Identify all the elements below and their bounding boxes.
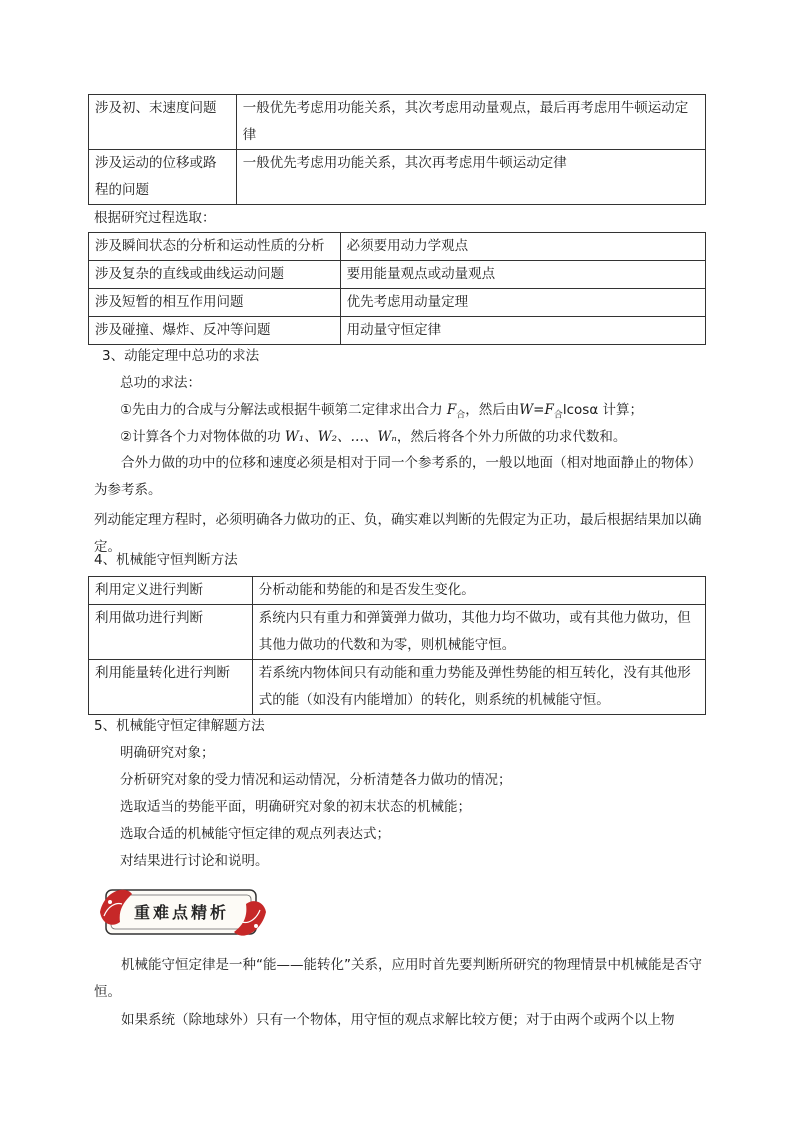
table-cell: 涉及初、末速度问题 — [89, 95, 237, 150]
conservation-judgment-table — [88, 576, 706, 715]
table-cell: 一般优先考虑用功能关系，其次再考虑用牛顿运动定律 — [236, 150, 705, 205]
table-cell: 要用能量观点或动量观点 — [340, 261, 705, 289]
table-row — [89, 150, 706, 205]
item1-text-b: ，然后由 — [465, 402, 520, 418]
formula-subscript: 合 — [553, 410, 563, 421]
method-selection-table-2 — [88, 232, 706, 345]
table-cell: 涉及运动的位移或路程的问题 — [89, 150, 237, 205]
table-cell: 涉及瞬间状态的分析和运动性质的分析 — [89, 233, 341, 261]
work-formula: W=F — [519, 402, 554, 418]
method-selection-table-1 — [88, 94, 706, 205]
section5-step: 分析研究对象的受力情况和运动情况，分析清楚各力做功的情况； — [120, 772, 512, 788]
table-cell: 分析动能和势能的和是否发生变化。 — [252, 577, 705, 605]
table-row — [89, 95, 706, 150]
table-cell: 涉及复杂的直线或曲线运动问题 — [89, 261, 341, 289]
table-cell: 利用定义进行判断 — [89, 577, 253, 605]
section5-step: 明确研究对象； — [120, 745, 215, 761]
force-symbol: F — [446, 402, 457, 418]
table-cell: 涉及碰撞、爆炸、反冲等问题 — [89, 317, 341, 345]
section3-item1 — [120, 400, 643, 426]
section5-step: 对结果进行讨论和说明。 — [120, 853, 269, 869]
table-row — [89, 289, 706, 317]
table-row — [89, 261, 706, 289]
table-cell: 利用做功进行判断 — [89, 605, 253, 660]
section4-heading: 4、机械能守恒判断方法 — [94, 552, 238, 568]
table-cell: 涉及短暂的相互作用问题 — [89, 289, 341, 317]
section5-heading: 5、机械能守恒定律解题方法 — [94, 718, 265, 734]
table-row — [89, 577, 706, 605]
table-cell: 利用能量转化进行判断 — [89, 660, 253, 715]
process-heading: 根据研究过程选取： — [94, 210, 216, 226]
table-cell: 优先考虑用动量定理 — [340, 289, 705, 317]
section3-sub: 总功的求法： — [120, 375, 201, 391]
section3-paragraph-2: 列动能定理方程时，必须明确各力做功的正、负，确实难以判断的先假定为正功，最后根据结果加以确定。 — [94, 512, 702, 555]
section5-step: 选取适当的势能平面，明确研究对象的初末状态的机械能； — [120, 799, 471, 815]
table-row — [89, 605, 706, 660]
item2-text-b: ，然后将各个外力所做的功求代数和。 — [396, 429, 627, 445]
table-row — [89, 317, 706, 345]
table-cell: 必须要用动力学观点 — [340, 233, 705, 261]
analysis-paragraph-2: 如果系统（除地球外）只有一个物体，用守恒的观点求解比较方便；对于由两个或两个以上物 — [121, 1012, 675, 1028]
table-row — [89, 233, 706, 261]
table-cell: 若系统内物体间只有动能和重力势能及弹性势能的相互转化，没有其他形式的能（如没有内能增加）的转化，则系统的机械能守恒。 — [252, 660, 705, 715]
table-row — [89, 660, 706, 715]
analysis-paragraph-1: 机械能守恒定律是一种“能——能转化”关系，应用时首先要判断所研究的物理情景中机械能是否守恒。 — [94, 957, 702, 1000]
work-symbols: W₁、W₂、…、Wₙ — [284, 429, 397, 445]
item1-text: ①先由力的合成与分解法或根据牛顿第二定律求出合力 — [120, 402, 443, 418]
section3-heading: 3、动能定理中总功的求法 — [102, 348, 260, 364]
section3-item2 — [120, 427, 626, 447]
force-subscript: 合 — [456, 410, 466, 421]
section3-paragraph-1: 合外力做的功中的位移和速度必须是相对于同一个参考系的，一般以地面（相对地面静止的物体）为参考系。 — [94, 455, 702, 498]
key-points-banner — [98, 882, 268, 944]
table-cell: 一般优先考虑用功能关系，其次考虑用动量观点，最后再考虑用牛顿运动定律 — [236, 95, 705, 150]
section5-step: 选取合适的机械能守恒定律的观点列表达式； — [120, 826, 390, 842]
table-cell: 用动量守恒定律 — [340, 317, 705, 345]
item1-text-c: lcosα 计算； — [562, 402, 644, 418]
item2-text: ②计算各个力对物体做的功 — [120, 429, 281, 445]
table-cell: 系统内只有重力和弹簧弹力做功，其他力均不做功，或有其他力做功，但其他力做功的代数和为零，则机械能守恒。 — [252, 605, 705, 660]
banner-title: 重难点精析 — [134, 903, 230, 922]
